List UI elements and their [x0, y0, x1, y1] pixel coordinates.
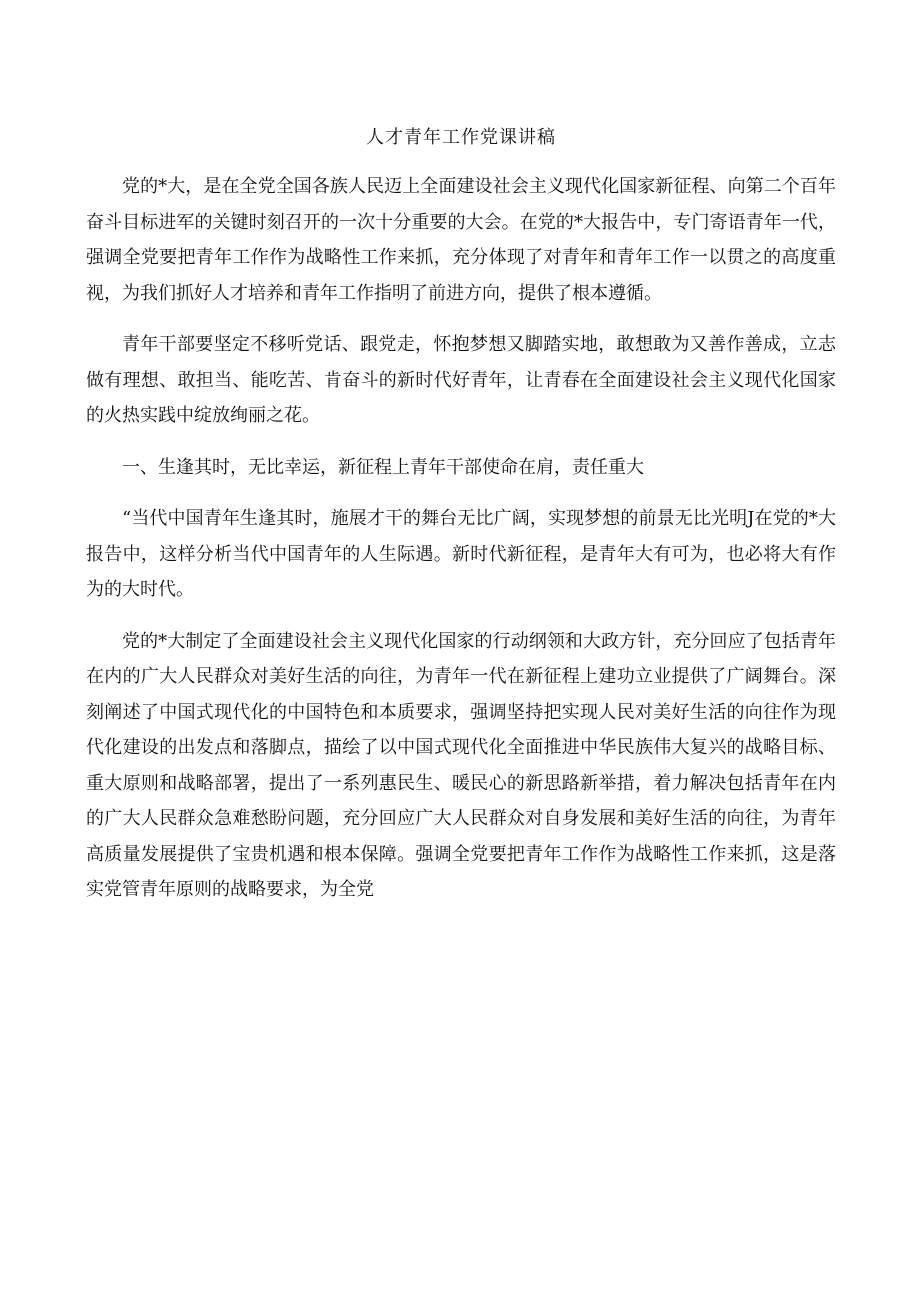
document-title: 人才青年工作党课讲稿: [366, 127, 556, 148]
paragraph-quote: “当代中国青年生逢其时，施展才干的舞台无比广阔，实现梦想的前景无比光明J在党的*大报告中，这样分析当代中国青年的人生际遇。新时代新征程，是青年大有可为，也必将大有作为的大时代。: [86, 508, 836, 600]
paragraph-action-program: 党的*大制定了全面建设社会主义现代化国家的行动纲领和大政方针，充分回应了包括青年在内的广大人民群众对美好生活的向往，为青年一代在新征程上建功立业提供了广阔舞台。深刻阐述了中国式现代化的中国特色和本质要求，强调坚持把实现人民对美好生活的向往作为现代化建设的出发点和落脚点，描绘了以中国式现代化全面推进中华民族伟大复兴的战略目标、重大原则和战略部署，提出了一系列惠民生、暖民心的新思路新举措，着力解决包括青年在内的广大人民群众急难愁盼问题，充分回应广大人民群众对自身发展和美好生活的向往，为青年高质量发展提供了宝贵机遇和根本保障。强调全党要把青年工作作为战略性工作来抓，这是落实党管青年原则的战略要求，为全党: [86, 630, 836, 900]
section-heading-1: 一、生逢其时，无比幸运，新征程上青年干部使命在肩，责任重大: [122, 456, 644, 478]
paragraph-youth-cadres: 青年干部要坚定不移听党话、跟党走，怀抱梦想又脚踏实地，敢想敢为又善作善成，立志做有理想、敢担当、能吃苦、肯奋斗的新时代好青年，让青春在全面建设社会主义现代化国家的火热实践中绽放绚丽之花。: [86, 334, 836, 426]
document-page: [86, 124, 836, 908]
paragraph-intro: 党的*大，是在全党全国各族人民迈上全面建设社会主义现代化国家新征程、向第二个百年奋斗目标进军的关键时刻召开的一次十分重要的大会。在党的*大报告中，专门寄语青年一代，强调全党要把青年工作作为战略性工作来抓，充分体现了对青年和青年工作一以贯之的高度重视，为我们抓好人才培养和青年工作指明了前进方向，提供了根本遵循。: [86, 176, 836, 304]
